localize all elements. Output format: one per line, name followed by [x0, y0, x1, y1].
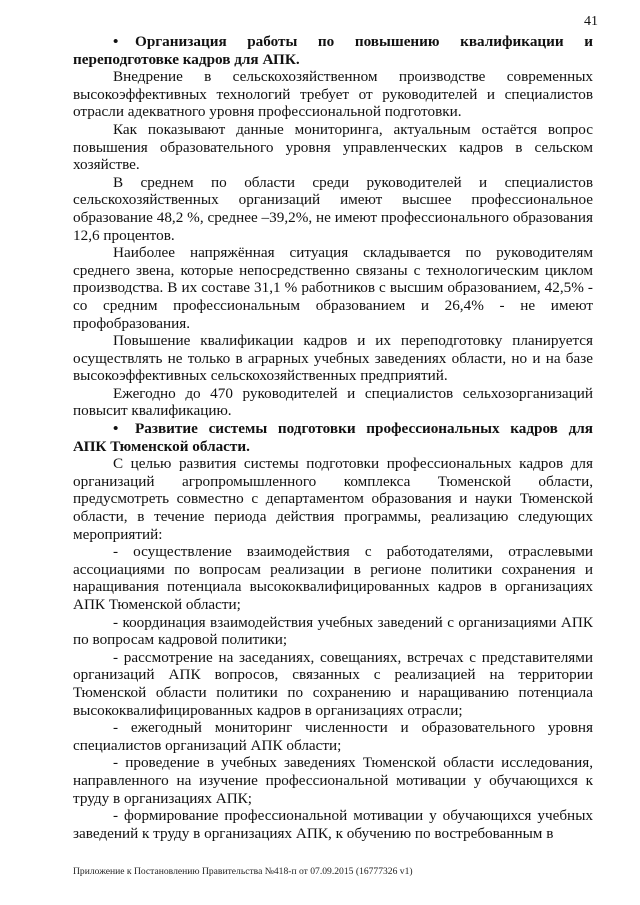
- section-heading: [73, 420, 593, 455]
- list-item: - координация взаимодействия учебных заведений с организациями АПК по вопросам кадровой политики;: [73, 613, 593, 649]
- paragraph: Наиболее напряжённая ситуация складывается по руководителям среднего звена, которые непосредственно связаны с технологическим циклом производства. В их составе 31,1 % работников с высшим образованием, 42,5% - со средним профессиональным образованием и 26,4% - не имеют профобразования.: [73, 244, 593, 332]
- list-item: - рассмотрение на заседаниях, совещаниях, встречах с представителями организаций АПК вопросов, связанных с реализацией на территории Тюменской области политики по сохранению и наращиванию потенциала высококвалифицированных кадров в организациях отрасли;: [73, 648, 593, 719]
- list-item: - проведение в учебных заведениях Тюменской области исследования, направленного на изучение профессиональной мотивации у обучающихся к труду в организациях АПК;: [73, 754, 593, 807]
- paragraph: В среднем по области среди руководителей и специалистов сельскохозяйственных организаций имеют высшее профессиональное образование 48,2 %, среднее –39,2%, не имеют профессионального образования 12,6 процентов.: [73, 173, 593, 244]
- section-heading-text: Организация работы по повышению квалификации и переподготовке кадров для АПК.: [73, 33, 593, 68]
- paragraph: Повышение квалификации кадров и их переподготовку планируется осуществлять не только в аграрных учебных заведениях области, но и на базе высокоэффективных сельскохозяйственных предприятий.: [73, 332, 593, 385]
- bullet-icon: •: [113, 33, 119, 50]
- document-body: [73, 33, 593, 842]
- paragraph: Внедрение в сельскохозяйственном производстве современных высокоэффективных технологий требует от руководителей и специалистов отрасли адекватного уровня профессиональной подготовки.: [73, 68, 593, 121]
- bullet-icon: •: [113, 420, 119, 438]
- section-heading: [73, 33, 593, 68]
- list-item: - формирование профессиональной мотивации у обучающихся учебных заведений к труду в организациях АПК, к обучению по востребованным в: [73, 807, 593, 842]
- paragraph: Ежегодно до 470 руководителей и специалистов сельхозорганизаций повысит квалификацию.: [73, 384, 593, 420]
- list-item: - осуществление взаимодействия с работодателями, отраслевыми ассоциациями по вопросам реализации в регионе политики сохранения и наращивания потенциала высококвалифицированных кадров в организациях АПК Тюменской области;: [73, 543, 593, 613]
- list-item: - ежегодный мониторинг численности и образовательного уровня специалистов организаций АПК области;: [73, 719, 593, 754]
- paragraph: С целью развития системы подготовки профессиональных кадров для организаций агропромышленного комплекса Тюменской области, предусмотреть совместно с департаментом образования и науки Тюменской области, в течение периода действия программы, реализацию следующих мероприятий:: [73, 455, 593, 543]
- page-number: 41: [584, 14, 598, 29]
- page-footer: Приложение к Постановлению Правительства №418-п от 07.09.2015 (16777326 v1): [73, 866, 413, 877]
- section-heading-text: Развитие системы подготовки профессиональных кадров для АПК Тюменской области.: [73, 420, 593, 455]
- paragraph: Как показывают данные мониторинга, актуальным остаётся вопрос повышения образовательного уровня управленческих кадров в сельском хозяйстве.: [73, 120, 593, 174]
